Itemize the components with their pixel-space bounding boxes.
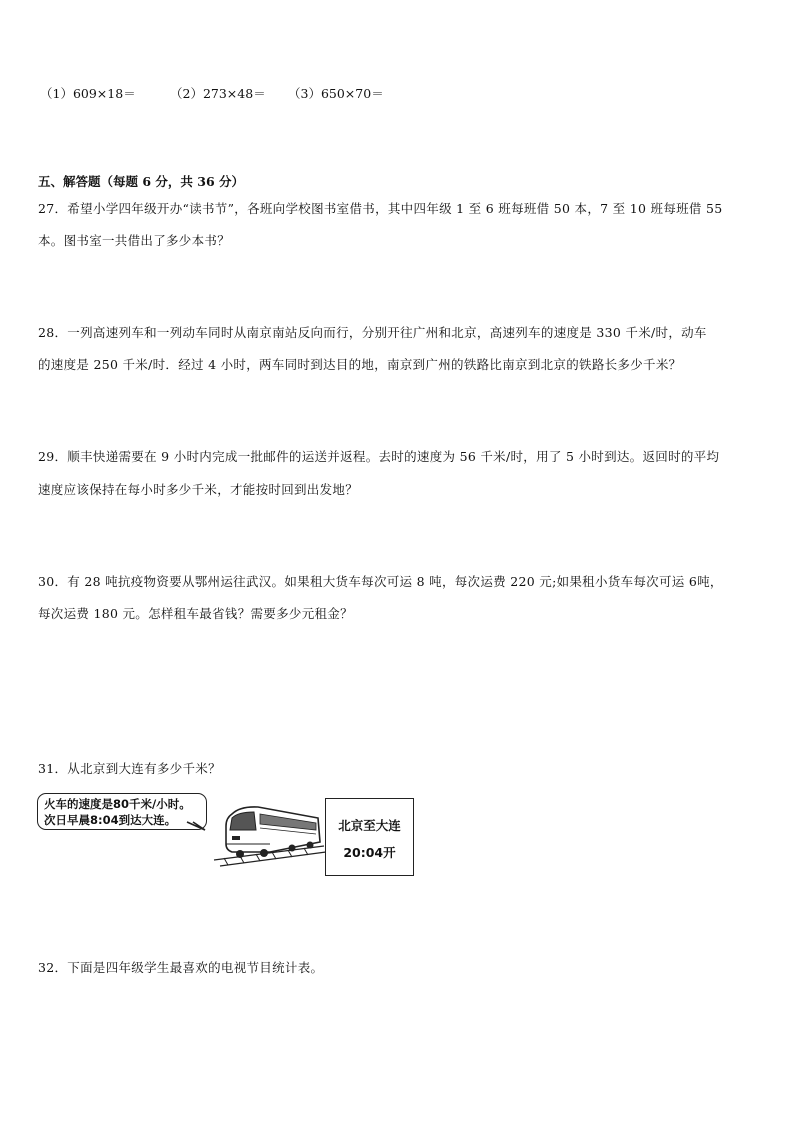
calc-item-1: （1）609×18＝	[40, 86, 136, 101]
question-27-line-2: 本。图书室一共借出了多少本书？	[38, 233, 231, 248]
question-32-line-1: 32．下面是四年级学生最喜欢的电视节目统计表。	[38, 960, 324, 975]
sign-route-label: 北京至大连	[338, 818, 401, 833]
sign-departure-time: 20:04开	[343, 845, 396, 860]
section-heading: 五、解答题（每题 6 分，共 36 分）	[38, 174, 245, 189]
calc-item-3: （3）650×70＝	[288, 86, 384, 101]
question-29-line-1: 29．顺丰快递需要在 9 小时内完成一批邮件的运送并返程。去时的速度为 56 千米/时，用了 5 小时到达。返回时的平均	[38, 449, 720, 464]
question-27-line-1: 27．希望小学四年级开办“读书节”，各班向学校图书室借书，其中四年级 1 至 6 班每班借 50 本，7 至 10 班每班借 55	[38, 201, 723, 216]
question-28-line-1: 28．一列高速列车和一列动车同时从南京南站反向而行，分别开往广州和北京，高速列车的速度是 330 千米/时，动车	[38, 325, 707, 340]
speech-bubble	[37, 793, 207, 830]
question-31-line-1: 31．从北京到大连有多少千米？	[38, 761, 221, 776]
calc-item-2: （2）273×48＝	[170, 86, 266, 101]
question-28-line-2: 的速度是 250 千米/时．经过 4 小时，两车同时到达目的地，南京到广州的铁路比南京到北京的铁路长多少千米？	[38, 357, 682, 372]
speech-line-2: 次日早晨8:04到达大连。	[44, 813, 177, 827]
question-30-line-2: 每次运费 180 元。怎样租车最省钱？需要多少元租金？	[38, 606, 353, 621]
question-30-line-1: 30．有 28 吨抗疫物资要从鄂州运往武汉。如果租大货车每次可运 8 吨，每次运费 220 元;如果租小货车每次可运 6吨，	[38, 574, 723, 589]
train-illustration-icon	[210, 800, 328, 870]
route-sign	[325, 798, 414, 876]
question-29-line-2: 速度应该保持在每小时多少千米，才能按时回到出发地？	[38, 482, 359, 497]
speech-line-1: 火车的速度是80千米/小时。	[44, 797, 191, 811]
